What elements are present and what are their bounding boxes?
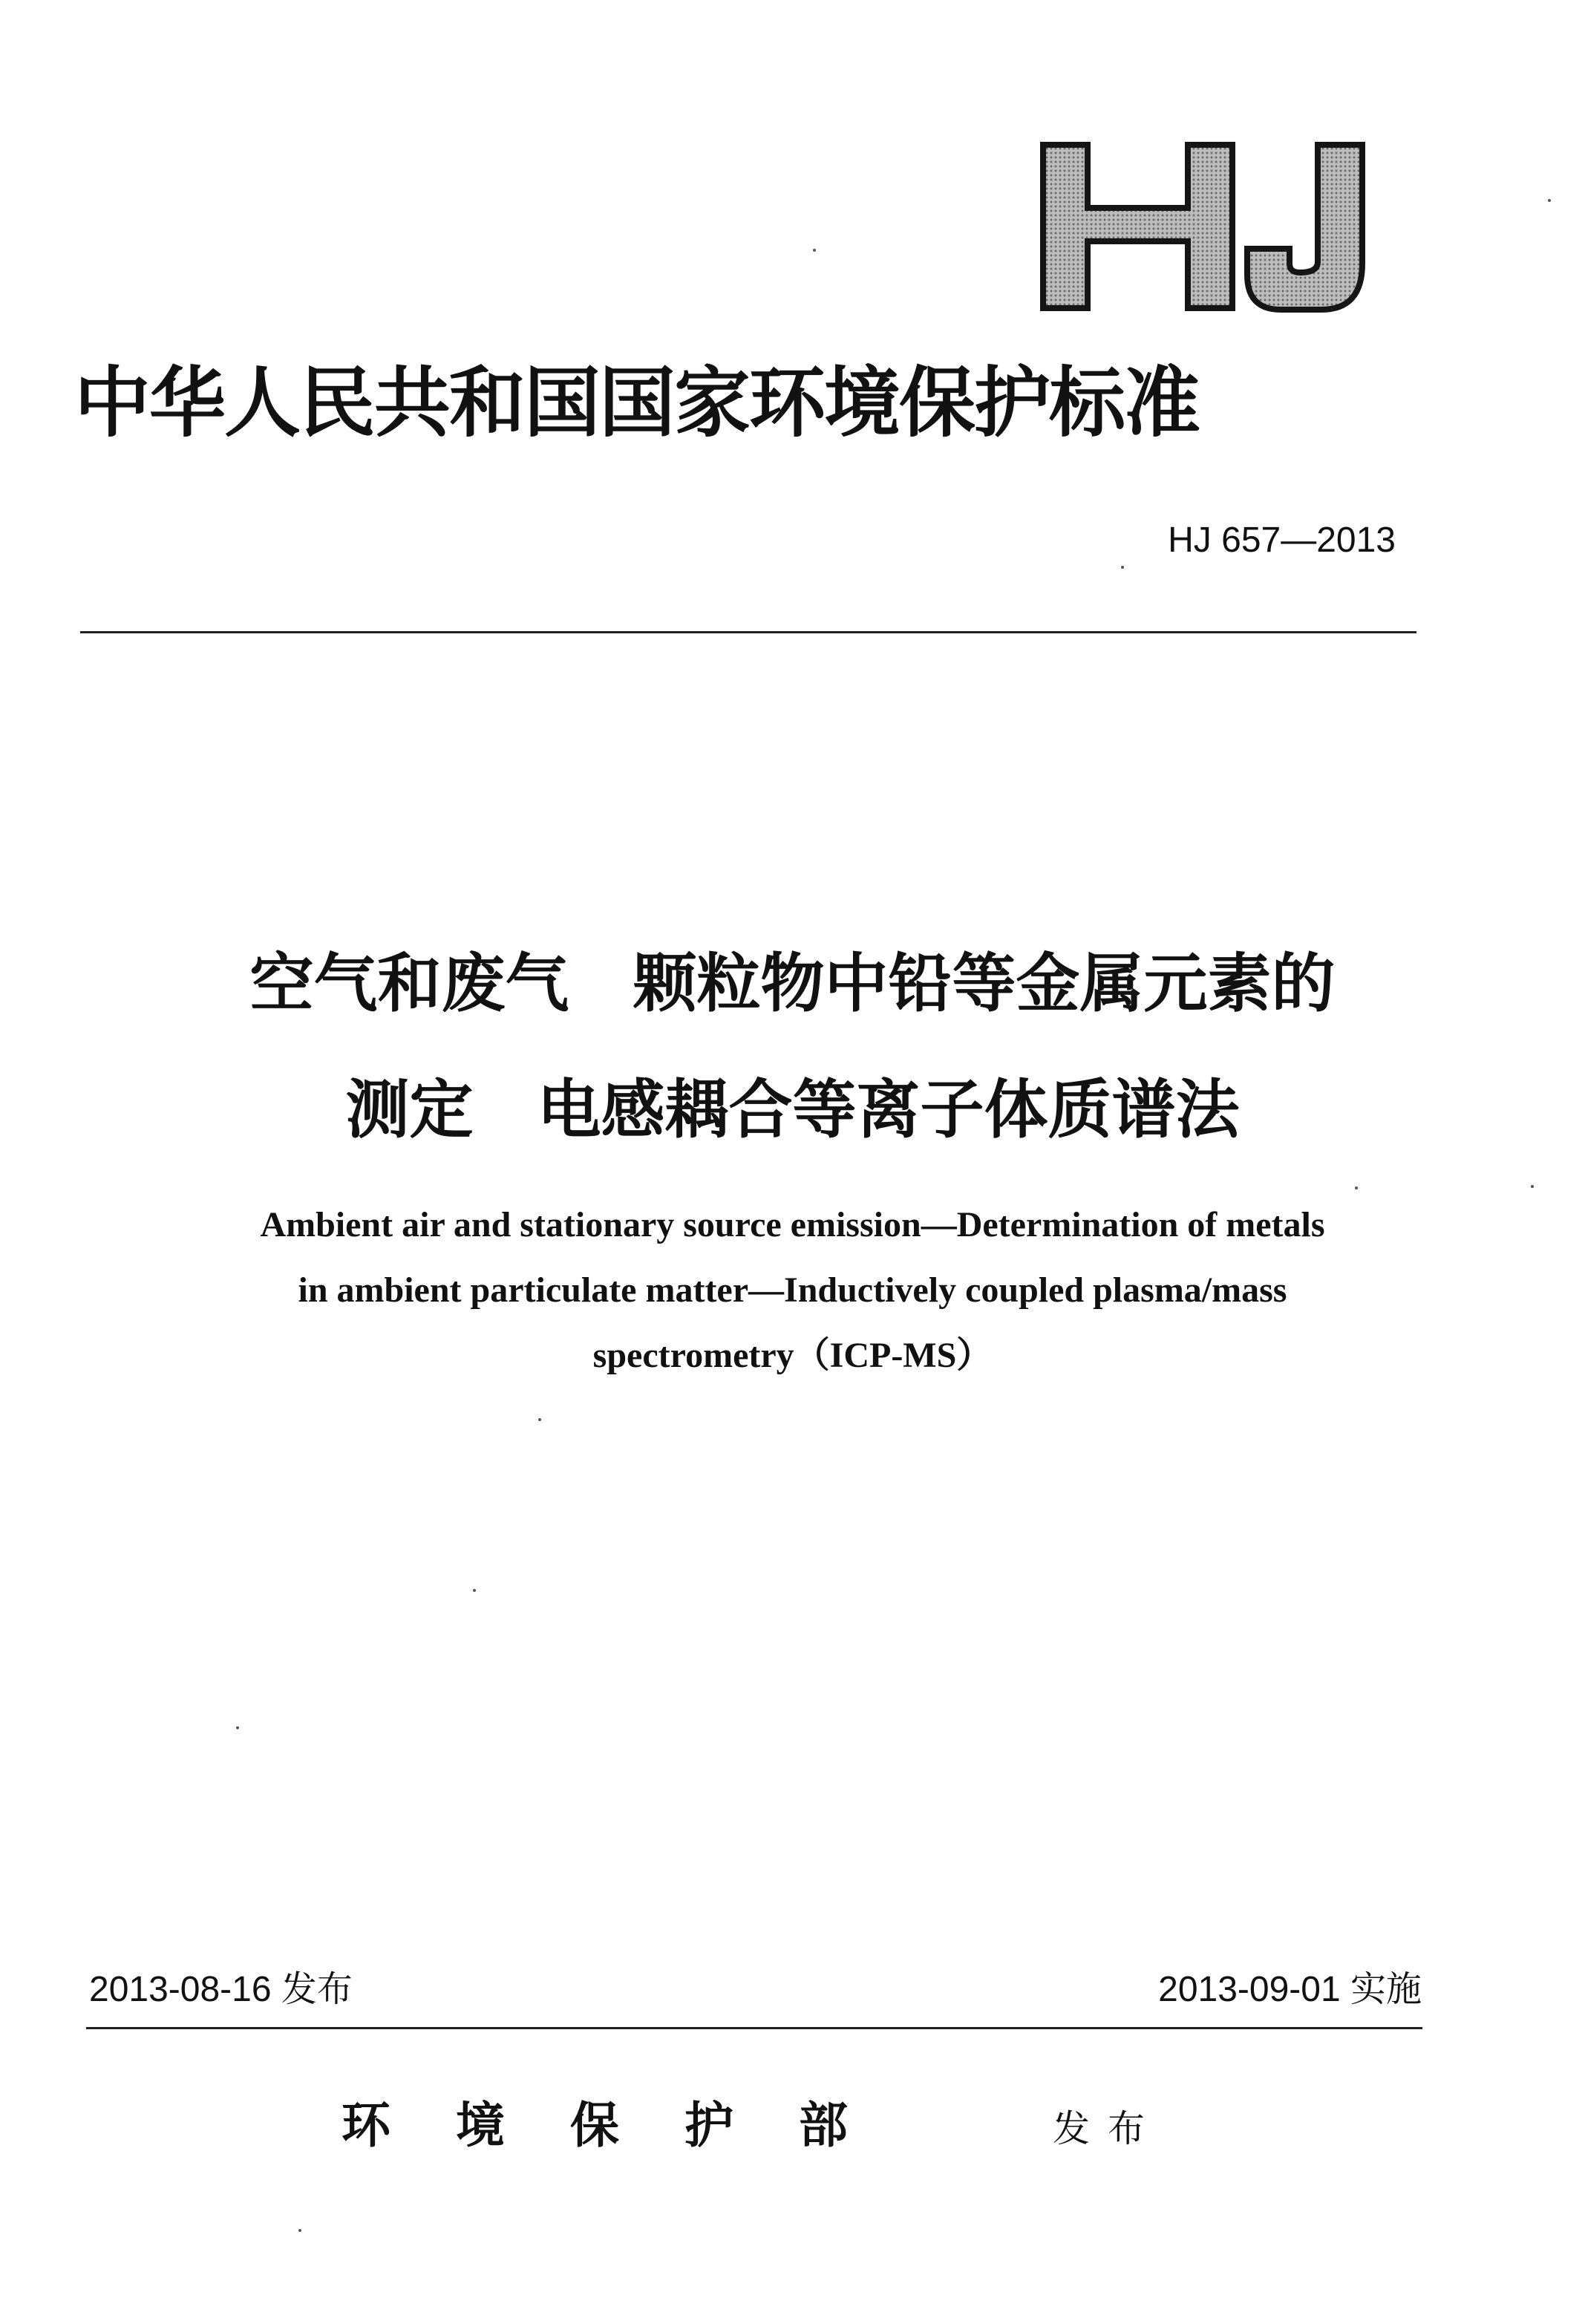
publisher-name: 环境保护部 <box>341 2096 913 2154</box>
publisher-suffix: 发布 <box>1053 2107 1163 2150</box>
chinese-title-line-2: 测定 电感耦合等离子体质谱法 <box>345 1073 1240 1147</box>
english-title-line-1: Ambient air and stationary source emission—Determination of metals <box>260 1205 1325 1244</box>
english-title-line-3: spectrometry（ICP-MS） <box>592 1336 993 1375</box>
scan-speck <box>298 2229 301 2232</box>
scan-speck <box>813 249 816 252</box>
scan-speck <box>473 1589 476 1592</box>
hj-logo <box>1036 137 1373 316</box>
implementation-date: 2013-09-01 实施 <box>1158 1970 1422 2009</box>
hj-logo-letter-j <box>1247 145 1362 310</box>
top-divider <box>80 631 1416 633</box>
hj-logo-letter-h <box>1043 145 1232 308</box>
scan-speck <box>1531 1185 1534 1188</box>
bottom-divider <box>86 2027 1422 2029</box>
scan-speck <box>1121 566 1124 569</box>
chinese-title-line-1: 空气和废气 颗粒物中铅等金属元素的 <box>249 947 1336 1021</box>
issue-date: 2013-08-16 发布 <box>89 1970 353 2009</box>
scan-speck <box>538 1418 541 1421</box>
scan-speck <box>236 1726 239 1729</box>
standard-number: HJ 657—2013 <box>1168 520 1396 560</box>
scan-speck <box>1548 199 1551 202</box>
scan-speck <box>1355 1187 1358 1189</box>
english-title-line-2: in ambient particulate matter—Inductively coupled plasma/mass <box>298 1270 1287 1310</box>
standard-category-heading: 中华人民共和国国家环境保护标准 <box>74 358 1199 448</box>
